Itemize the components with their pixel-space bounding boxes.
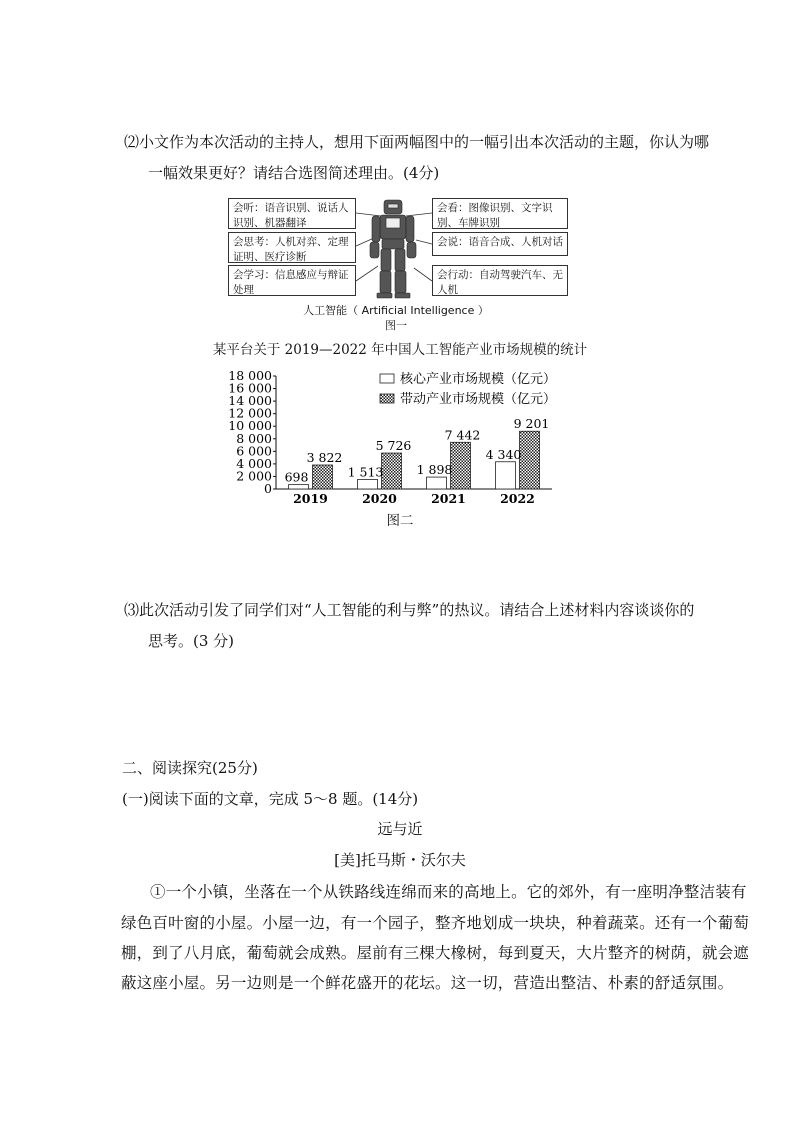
legend-label: 核心产业市场规模（亿元） [400,372,557,387]
legend-label: 带动产业市场规模（亿元） [400,392,557,407]
x-tick-label: 2020 [362,491,397,506]
bar-driven [382,453,402,489]
bar-value-label: 698 [284,469,309,485]
bar-value-label: 4 340 [485,446,522,462]
box-act: 会行动：自动驾驶汽车、无人机 [432,265,568,296]
paragraph-line: ①一个小镇，坐落在一个从铁路线连绵而来的高地上。它的郊外，有一座明净整洁装有 [150,883,747,901]
bar-core [358,480,378,489]
y-tick-label: 2 000 [236,468,272,484]
legend-swatch [380,394,394,403]
section-subheading: (一)阅读下面的文章，完成 5～8 题。(14分) [122,790,419,808]
section-heading: 二、阅读探究(25分) [122,759,258,777]
y-tick-label: 8 000 [236,430,272,446]
y-tick-label: 4 000 [236,455,272,471]
figure1-infographic [226,196,570,334]
figure1-caption: 人工智能（ Artificial Intelligence ） [303,304,489,317]
box-think: 会思考：人机对弈、定理证明、医疗诊断 [228,232,356,263]
y-tick-label: 6 000 [236,443,272,459]
q2-line1: ⑵小文作为本次活动的主持人，想用下面两幅图中的一幅引出本次活动的主题，你认为哪 [124,133,710,151]
box-listen: 会听：语音识别、说话人识别、机器翻译 [228,198,356,229]
box-learn: 会学习：信息感应与辩证处理 [228,265,356,296]
paragraph-line: 棚，到了八月底，葡萄就会成熟。屋前有三棵大橡树，每到夏天，大片整齐的树荫，就会遮 [121,944,750,962]
article-author: [美]托马斯・沃尔夫 [334,851,466,869]
q3-line2: 思考。(3 分) [148,632,235,650]
x-tick-label: 2022 [500,491,535,506]
box-speak: 会说：语音合成、人机对话 [432,232,568,256]
bar-value-label: 1 513 [347,464,384,480]
y-tick-label: 14 000 [228,393,272,409]
figure2-label: 图二 [386,513,414,529]
bar-chart [220,366,580,512]
x-tick-labels [293,491,535,506]
q2-line2: 一幅效果更好？请结合选图简述理由。(4分) [148,164,440,182]
y-tick-label: 0 [264,481,272,496]
bar-core [289,485,309,489]
q3-line1: ⑶此次活动引发了同学们对“人工智能的利与弊”的热议。请结合上述材料内容谈谈你的 [124,601,695,619]
x-tick-label: 2021 [431,491,466,506]
bar-driven [313,465,333,489]
chart-title: 某平台关于 2019—2022 年中国人工智能产业市场规模的统计 [212,342,588,358]
bar-value-label: 3 822 [306,450,343,466]
x-tick-label: 2019 [293,491,328,506]
bar-driven [520,431,540,489]
chart-legend [380,371,556,407]
figure1-label: 图一 [385,319,407,332]
y-tick-label: 18 000 [228,368,272,383]
bar-core [427,477,447,489]
bar-value-label: 9 201 [513,416,550,432]
paragraph-line: 绿色百叶窗的小屋。小屋一边，有一个园子，整齐地划成一块块，种着蔬菜。还有一个葡萄 [121,914,750,932]
y-tick-label: 16 000 [228,380,272,396]
bar-value-label: 7 442 [444,427,481,443]
y-tick-label: 10 000 [228,418,272,434]
box-see: 会看：图像识别、文字识别、车牌识别 [432,198,568,229]
bar-value-label: 1 898 [416,462,453,478]
paragraph-line: 蔽这座小屋。另一边则是一个鲜花盛开的花坛。这一切，营造出整洁、朴素的舒适氛围。 [121,974,734,992]
bar-driven [451,442,471,489]
bar-core [496,462,516,489]
bar-value-label: 5 726 [375,438,412,454]
article-title: 远与近 [377,820,423,838]
robot-figure-icon [226,196,570,306]
y-tick-label: 12 000 [228,405,272,421]
legend-swatch [380,374,394,383]
y-tick-labels [228,368,272,496]
